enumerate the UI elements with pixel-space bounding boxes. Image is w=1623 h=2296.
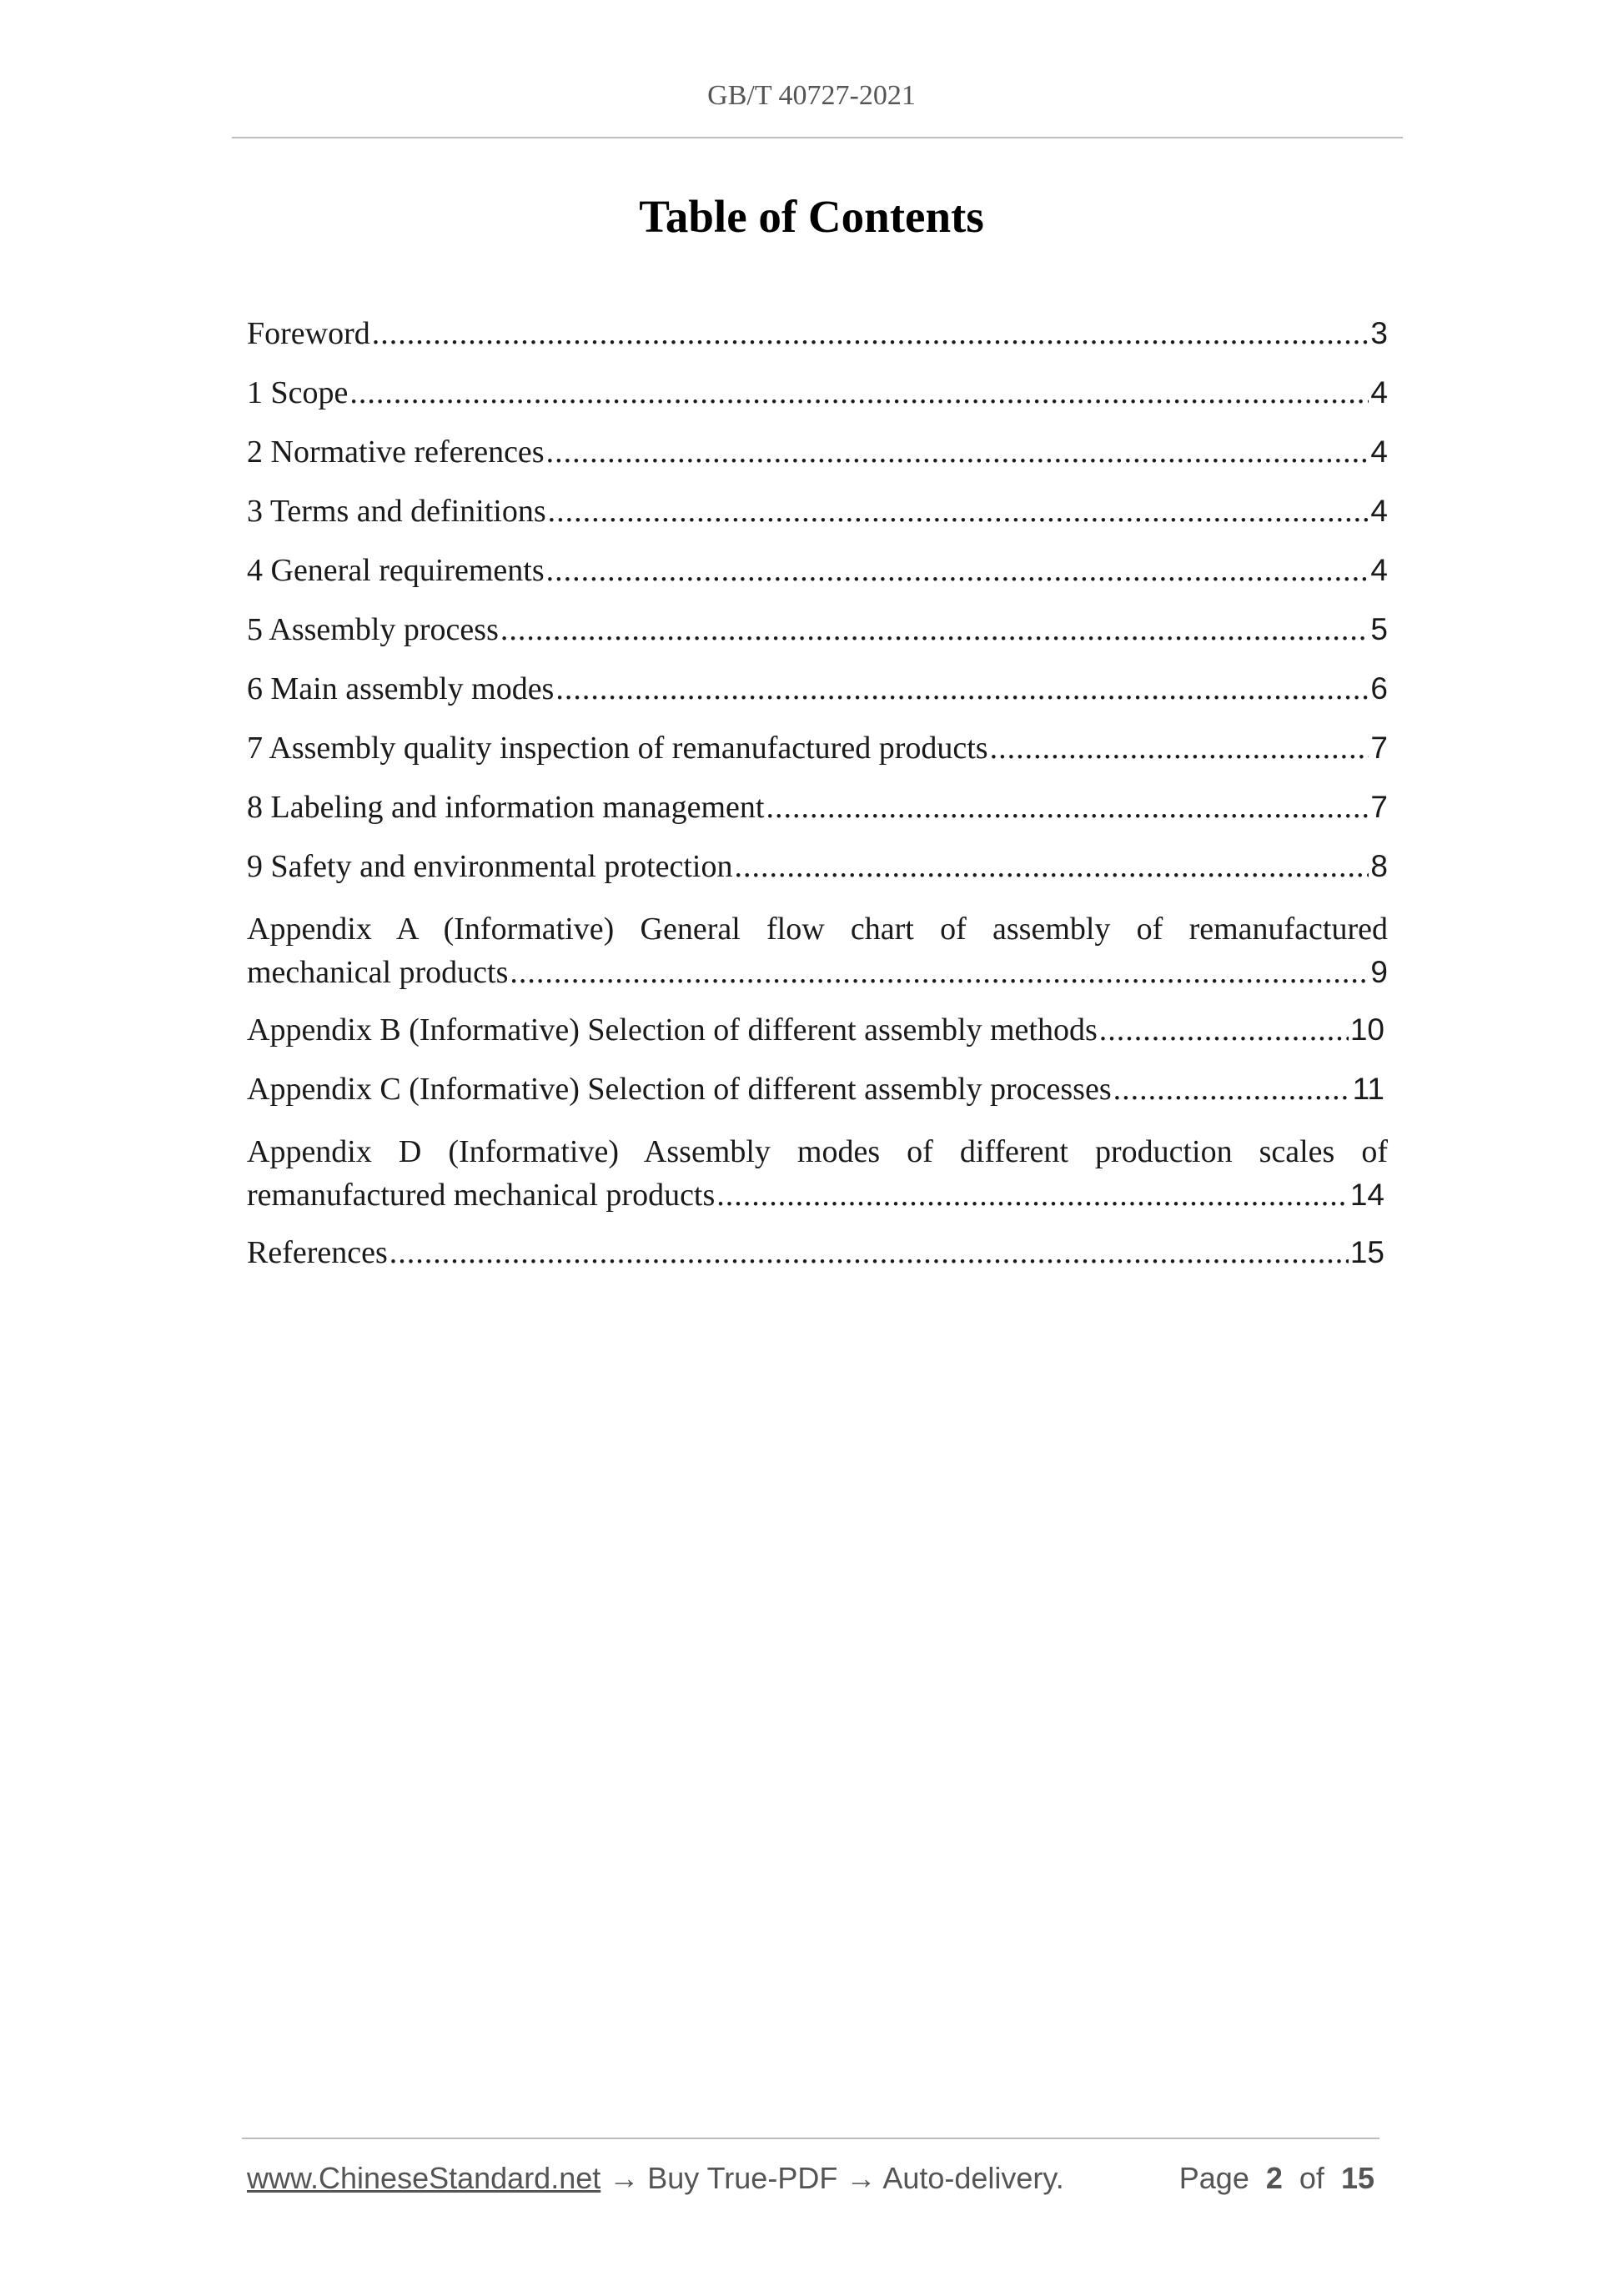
footer-promo-text: → Buy True-PDF → Auto-delivery. — [600, 2161, 1064, 2195]
dot-leader — [389, 1234, 1349, 1271]
header-divider — [232, 137, 1403, 138]
toc-entry-title: Appendix C (Informative) Selection of different assembly processes — [247, 1072, 1112, 1107]
toc-entry-page-number: 10 — [1349, 1012, 1384, 1047]
toc-entry-page-number: 4 — [1370, 494, 1388, 528]
dot-leader — [990, 730, 1369, 766]
toc-entry-title: Appendix B (Informative) Selection of different assembly methods — [247, 1012, 1098, 1048]
toc-entry-terms-and-definitions[interactable] — [247, 493, 1388, 552]
page-title: Table of Contents — [639, 191, 984, 242]
toc-entry-page-number: 4 — [1370, 435, 1388, 469]
toc-entry-appendix-a[interactable] — [247, 907, 1388, 994]
toc-entry-page-number: 3 — [1370, 316, 1388, 350]
toc-entry-title: 3 Terms and definitions — [247, 494, 546, 529]
toc-entry-page-number: 7 — [1370, 731, 1388, 765]
table-of-contents — [247, 315, 1388, 1294]
dot-leader — [548, 493, 1369, 530]
toc-entry-title-line-2: mechanical products — [247, 955, 509, 990]
dot-leader — [349, 374, 1369, 411]
toc-entry-title-line-2: remanufactured mechanical products — [247, 1178, 716, 1213]
toc-entry-page-number: 11 — [1352, 1072, 1384, 1106]
toc-entry-appendix-b[interactable] — [247, 1012, 1388, 1071]
toc-entry-safety-and-environment[interactable] — [247, 848, 1388, 907]
dot-leader — [716, 1173, 1349, 1217]
of-label: of — [1299, 2161, 1324, 2195]
dot-leader — [1113, 1071, 1351, 1108]
toc-entry-title-line-1: Appendix D (Informative) Assembly modes of different production scales of — [247, 1134, 1388, 1169]
toc-entry-labeling-and-information[interactable] — [247, 789, 1388, 848]
dot-leader — [510, 951, 1369, 994]
toc-entry-appendix-c[interactable] — [247, 1071, 1388, 1130]
toc-entry-title: 8 Labeling and information management — [247, 790, 765, 825]
toc-entry-references[interactable] — [247, 1234, 1388, 1294]
dot-leader — [555, 671, 1369, 707]
toc-entry-scope[interactable] — [247, 374, 1388, 434]
toc-entry-page-number: 4 — [1370, 553, 1388, 587]
toc-entry-title: Foreword — [247, 316, 370, 351]
toc-entry-assembly-quality-inspection[interactable] — [247, 730, 1388, 789]
page-indicator — [1179, 2161, 1374, 2196]
toc-entry-assembly-process[interactable] — [247, 611, 1388, 671]
page-label: Page — [1178, 2161, 1249, 2195]
dot-leader — [546, 434, 1369, 470]
toc-entry-page-number: 8 — [1370, 849, 1388, 883]
dot-leader — [372, 315, 1369, 352]
toc-entry-appendix-d[interactable] — [247, 1130, 1388, 1217]
dot-leader — [1099, 1012, 1349, 1048]
footer-divider — [242, 2138, 1379, 2139]
dot-leader — [546, 552, 1369, 589]
toc-entry-title: References — [247, 1235, 388, 1270]
toc-entry-title: 2 Normative references — [247, 435, 545, 470]
dot-leader — [766, 789, 1369, 826]
toc-entry-page-number: 6 — [1370, 671, 1388, 706]
toc-entry-page-number: 15 — [1349, 1235, 1384, 1269]
toc-entry-foreword[interactable] — [247, 315, 1388, 374]
website-link[interactable]: www.ChineseStandard.net — [247, 2161, 601, 2195]
toc-entry-normative-references[interactable] — [247, 434, 1388, 493]
toc-entry-general-requirements[interactable] — [247, 552, 1388, 611]
current-page-number: 2 — [1265, 2161, 1283, 2195]
toc-entry-page-number: 7 — [1370, 790, 1388, 824]
toc-entry-page-number: 14 — [1349, 1178, 1384, 1212]
toc-entry-title: 7 Assembly quality inspection of remanufactured products — [247, 731, 988, 766]
toc-entry-title: 4 General requirements — [247, 553, 545, 588]
toc-entry-title: 6 Main assembly modes — [247, 671, 555, 706]
toc-entry-page-number: 9 — [1370, 955, 1388, 989]
toc-entry-title: 9 Safety and environmental protection — [247, 849, 733, 884]
toc-entry-title: 1 Scope — [247, 375, 349, 410]
toc-entry-main-assembly-modes[interactable] — [247, 671, 1388, 730]
toc-entry-page-number: 5 — [1370, 612, 1388, 646]
dot-leader — [500, 611, 1369, 648]
toc-entry-page-number: 4 — [1370, 375, 1388, 409]
dot-leader — [735, 848, 1369, 885]
toc-entry-title: 5 Assembly process — [247, 612, 499, 647]
total-pages-number: 15 — [1340, 2161, 1374, 2195]
document-code-header: GB/T 40727-2021 — [707, 80, 916, 111]
toc-entry-title-line-1: Appendix A (Informative) General flow chart of assembly of remanufactured — [247, 912, 1388, 947]
